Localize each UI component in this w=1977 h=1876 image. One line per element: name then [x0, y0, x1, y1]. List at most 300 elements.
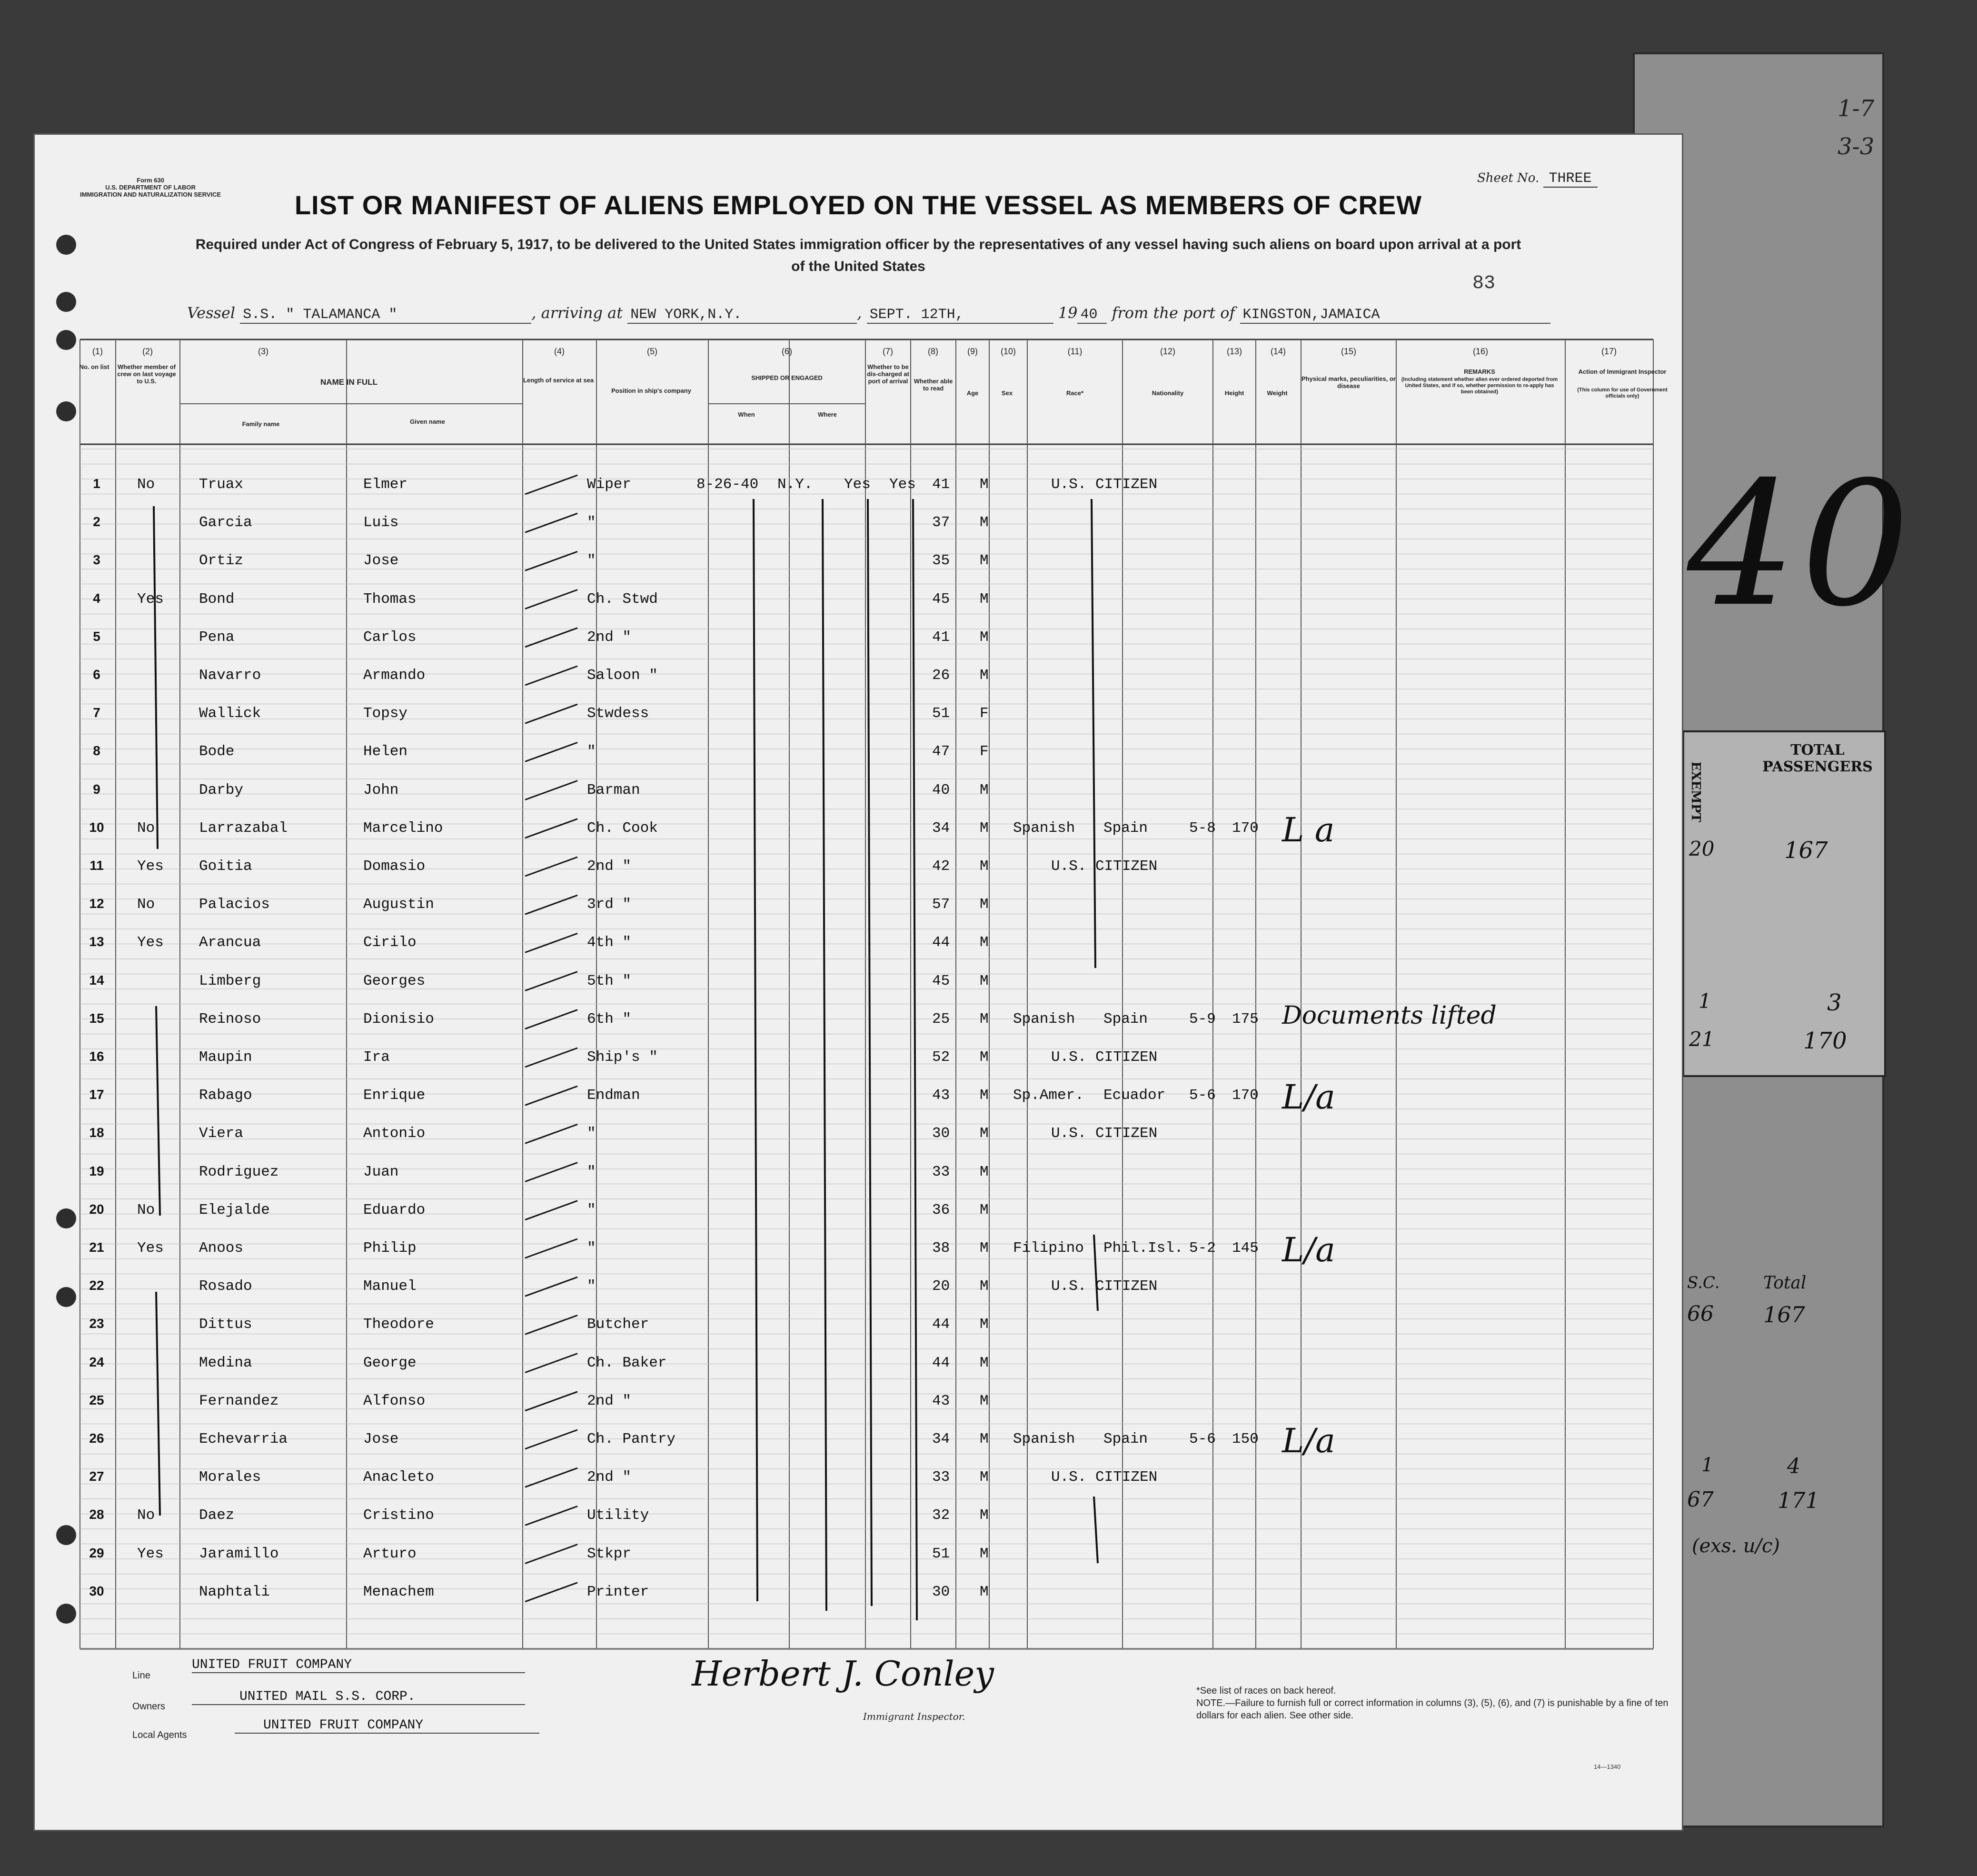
page-number: 83: [1472, 273, 1496, 294]
back-sc-label: S.C.: [1687, 1273, 1720, 1292]
back-sheet-totals-box: [1682, 730, 1886, 1077]
age: 37: [932, 514, 950, 531]
back-total-passengers-header: TOTAL PASSENGERS: [1762, 742, 1873, 775]
given-name: Antonio: [363, 1125, 426, 1142]
age: 51: [932, 705, 950, 722]
arrival-date: SEPT. 12TH,: [867, 307, 1053, 324]
back-total-4: 3: [1827, 989, 1842, 1016]
row-number: 1: [93, 476, 100, 491]
length-of-service-stroke: [525, 933, 577, 952]
height: 5-9: [1189, 1010, 1216, 1028]
sex: M: [980, 1392, 989, 1409]
physical-marks: L/a: [1282, 1421, 1335, 1460]
family-name: Garcia: [199, 514, 252, 531]
given-name: Philip: [363, 1240, 417, 1257]
sheet-label: Sheet No.: [1477, 171, 1540, 185]
row-number: 14: [89, 972, 104, 988]
family-name: Larrazabal: [199, 819, 288, 837]
ship-position: 2nd ": [587, 1469, 632, 1486]
age: 36: [932, 1201, 950, 1218]
ship-position: Wiper: [587, 476, 632, 493]
length-of-service-stroke: [525, 1430, 577, 1449]
row-number: 5: [93, 629, 100, 644]
arriving-label: arriving at: [541, 304, 623, 322]
column-number: (13): [1226, 347, 1242, 356]
sex: M: [980, 667, 989, 684]
sex: M: [980, 781, 989, 798]
member-last-voyage: No: [137, 1201, 155, 1218]
member-last-voyage: Yes: [137, 858, 164, 875]
row-number: 9: [93, 781, 100, 797]
back-lower-total-6: 171: [1778, 1487, 1819, 1513]
age: 34: [932, 819, 950, 837]
ship-position: ": [587, 1240, 596, 1257]
age: 44: [932, 1354, 950, 1371]
sex: M: [980, 896, 989, 913]
sex: M: [980, 1583, 989, 1600]
length-of-service-stroke: [525, 857, 577, 876]
row-number: 13: [89, 934, 104, 949]
inspector-label: Immigrant Inspector.: [863, 1711, 965, 1722]
physical-marks: L/a: [1282, 1230, 1335, 1269]
race: Sp.Amer.: [1013, 1087, 1084, 1104]
given-name: Luis: [363, 514, 399, 531]
ditto-mark-race: [1094, 1497, 1098, 1563]
age: 52: [932, 1049, 950, 1066]
header-discharged: Whether to be dis-charged at port of arrival: [867, 363, 909, 385]
length-of-service-stroke: [525, 1277, 577, 1296]
member-last-voyage: No: [137, 819, 155, 837]
length-of-service-stroke: [525, 475, 577, 494]
row-number: 10: [89, 819, 104, 835]
column-number: (1): [92, 347, 103, 356]
column-number: (15): [1341, 347, 1356, 356]
race: U.S. CITIZEN: [1051, 476, 1158, 493]
age: 38: [932, 1240, 950, 1257]
length-of-service-stroke: [525, 895, 577, 914]
header-given-name: Given name: [410, 418, 445, 425]
sex: M: [980, 590, 989, 608]
back-total-2: 167: [1784, 837, 1828, 864]
family-name: Elejalde: [199, 1201, 270, 1218]
ship-position: ": [587, 1163, 596, 1180]
length-of-service-stroke: [525, 1163, 577, 1182]
height: 5-2: [1189, 1240, 1216, 1257]
note-races: *See list of races on back hereof.: [1196, 1686, 1336, 1696]
header-where: Where: [818, 411, 837, 418]
nationality: Spain: [1103, 819, 1148, 837]
length-of-service-stroke: [525, 666, 577, 685]
given-name: Jose: [363, 1431, 399, 1447]
ship-position: Ship's ": [587, 1049, 658, 1066]
header-nationality: Nationality: [1152, 389, 1184, 397]
length-of-service-stroke: [525, 1392, 577, 1411]
able-to-read: Yes: [889, 476, 916, 493]
sex: M: [980, 476, 989, 493]
column-number: (12): [1160, 347, 1175, 356]
sex: M: [980, 819, 989, 837]
family-name: Dittus: [199, 1316, 252, 1333]
row-number: 28: [89, 1507, 104, 1522]
family-name: Rabago: [199, 1087, 252, 1104]
sex: M: [980, 1469, 989, 1486]
year-prefix: 19: [1058, 304, 1078, 322]
sex: F: [980, 705, 989, 722]
family-name: Medina: [199, 1354, 252, 1371]
agents-value: UNITED FRUIT COMPANY: [235, 1718, 539, 1734]
back-lower-total-5: 67: [1687, 1487, 1714, 1512]
sex: M: [980, 1507, 989, 1524]
sex: M: [980, 629, 989, 646]
column-number: (8): [928, 347, 938, 356]
row-number: 15: [89, 1010, 104, 1026]
age: 34: [932, 1431, 950, 1447]
given-name: Cirilo: [363, 934, 417, 951]
ship-position: ": [587, 552, 596, 569]
weight: 145: [1232, 1240, 1259, 1257]
family-name: Rodriguez: [199, 1163, 279, 1180]
given-name: Ira: [363, 1049, 390, 1066]
row-number: 27: [89, 1469, 104, 1484]
back-note: (exs. u/c): [1692, 1535, 1780, 1557]
height: 5-6: [1189, 1087, 1216, 1104]
back-total-label: Total: [1763, 1273, 1807, 1293]
sheet-value: THREE: [1543, 170, 1598, 188]
back-total-5: 21: [1689, 1028, 1715, 1051]
family-name: Navarro: [199, 667, 261, 684]
member-last-voyage: Yes: [137, 590, 164, 608]
family-name: Naphtali: [199, 1583, 270, 1600]
sex: M: [980, 1545, 989, 1562]
back-lower-total-2: 167: [1763, 1302, 1805, 1327]
height: 5-8: [1189, 819, 1216, 837]
header-whether-member: Whether member of crew on last voyage to U.S.: [117, 363, 176, 385]
column-number: (6): [782, 347, 792, 356]
given-name: Thomas: [363, 590, 417, 608]
discharged-status: Yes: [844, 476, 871, 493]
age: 40: [932, 781, 950, 798]
row-number: 23: [89, 1316, 104, 1331]
given-name: Juan: [363, 1163, 399, 1180]
member-last-voyage: Yes: [137, 1240, 164, 1257]
given-name: Augustin: [363, 896, 434, 913]
given-name: Dionisio: [363, 1010, 434, 1028]
race: U.S. CITIZEN: [1051, 1278, 1158, 1295]
sex: M: [980, 1087, 989, 1104]
given-name: Marcelino: [363, 819, 443, 837]
race: U.S. CITIZEN: [1051, 1125, 1158, 1142]
row-number: 6: [93, 667, 100, 682]
column-number: (14): [1270, 347, 1286, 356]
race: U.S. CITIZEN: [1051, 1469, 1158, 1486]
given-name: John: [363, 781, 399, 798]
header-race: Race*: [1066, 389, 1084, 397]
family-name: Daez: [199, 1507, 235, 1524]
family-name: Bode: [199, 743, 235, 760]
back-lower-total-3: 1: [1701, 1454, 1714, 1476]
age: 43: [932, 1392, 950, 1409]
column-number: (3): [258, 347, 268, 356]
ditto-mark-where: [823, 499, 826, 1611]
column-number: (7): [883, 347, 893, 356]
row-number: 2: [93, 514, 100, 529]
ship-position: Utility: [587, 1507, 649, 1524]
family-name: Viera: [199, 1125, 244, 1142]
family-name: Morales: [199, 1469, 261, 1486]
agents-label: Local Agents: [132, 1730, 187, 1740]
given-name: Helen: [363, 743, 408, 760]
age: 45: [932, 972, 950, 989]
header-length-of-service: Length of service at sea: [523, 377, 594, 384]
nationality: Phil.Isl.: [1103, 1240, 1183, 1257]
length-of-service-stroke: [525, 513, 577, 532]
ship-position: ": [587, 514, 596, 531]
nationality: Spain: [1103, 1431, 1148, 1447]
length-of-service-stroke: [525, 972, 577, 991]
given-name: Manuel: [363, 1278, 417, 1295]
sex: M: [980, 1163, 989, 1180]
shipped-where: N.Y.: [777, 476, 813, 493]
ship-position: 4th ": [587, 934, 632, 951]
sex: M: [980, 972, 989, 989]
back-total-6: 170: [1803, 1028, 1847, 1054]
given-name: Domasio: [363, 858, 426, 875]
given-name: Eduardo: [363, 1201, 426, 1218]
race: U.S. CITIZEN: [1051, 1049, 1158, 1066]
given-name: Georges: [363, 972, 426, 989]
sex: M: [980, 1431, 989, 1447]
row-number: 24: [89, 1354, 104, 1369]
corner-note-1: 1-7: [1838, 95, 1875, 122]
weight: 150: [1232, 1431, 1259, 1447]
header-remarks-note: (Including statement whether alien ever ordered deported from United States, and if so, whether permission to re-apply has been obtained): [1401, 377, 1558, 395]
race: Spanish: [1013, 1431, 1075, 1447]
ship-position: Ch. Baker: [587, 1354, 667, 1371]
department-name: U.S. DEPARTMENT OF LABOR: [105, 184, 196, 191]
row-number: 11: [89, 858, 104, 873]
back-lower-total-4: 4: [1787, 1454, 1800, 1478]
given-name: Enrique: [363, 1087, 426, 1104]
ditto-mark-member: [156, 1292, 160, 1516]
row-number: 4: [93, 590, 100, 606]
ship-position: Ch. Cook: [587, 819, 658, 837]
family-name: Anoos: [199, 1240, 244, 1257]
ship-position: ": [587, 1125, 596, 1142]
sex: M: [980, 934, 989, 951]
ditto-mark-read: [913, 499, 917, 1620]
row-number: 12: [89, 896, 104, 911]
ship-position: Ch. Stwd: [587, 590, 658, 608]
column-number: (2): [142, 347, 153, 356]
given-name: Menachem: [363, 1583, 434, 1600]
length-of-service-stroke: [525, 590, 577, 609]
length-of-service-stroke: [525, 1315, 577, 1334]
physical-marks: L a: [1282, 810, 1335, 849]
sex: M: [980, 1010, 989, 1028]
age: 41: [932, 629, 950, 646]
ditto-mark-race: [1092, 499, 1095, 968]
owners-label: Owners: [132, 1701, 165, 1712]
sex: M: [980, 1201, 989, 1218]
form-code: 14—1340: [1594, 1763, 1621, 1770]
family-name: Arancua: [199, 934, 261, 951]
given-name: Elmer: [363, 476, 408, 493]
header-able-to-read: Whether able to read: [914, 378, 953, 392]
ship-position: 2nd ": [587, 858, 632, 875]
age: 26: [932, 667, 950, 684]
line-label: Line: [132, 1670, 150, 1681]
given-name: Carlos: [363, 629, 417, 646]
corner-note-2: 3-3: [1838, 133, 1875, 160]
sex: M: [980, 1125, 989, 1142]
header-height: Height: [1224, 389, 1244, 397]
row-number: 19: [89, 1163, 104, 1178]
back-lower-total-1: 66: [1687, 1302, 1714, 1326]
ship-position: 2nd ": [587, 1392, 632, 1409]
height: 5-6: [1189, 1431, 1216, 1447]
row-number: 22: [89, 1278, 104, 1293]
inspector-signature: Herbert J. Conley: [692, 1654, 994, 1694]
physical-marks: Documents lifted: [1282, 1001, 1497, 1030]
length-of-service-stroke: [525, 1583, 577, 1602]
age: 47: [932, 743, 950, 760]
given-name: George: [363, 1354, 417, 1371]
member-last-voyage: No: [137, 896, 155, 913]
ship-position: Endman: [587, 1087, 640, 1104]
row-number: 8: [93, 743, 100, 758]
family-name: Reinoso: [199, 1010, 261, 1028]
header-physical-marks: Physical marks, peculiarities, or disease: [1301, 375, 1396, 389]
sex: M: [980, 1049, 989, 1066]
race: Filipino: [1013, 1240, 1084, 1257]
family-name: Echevarria: [199, 1431, 288, 1447]
header-position: Position in ship's company: [611, 387, 691, 394]
family-name: Darby: [199, 781, 244, 798]
column-number: (5): [647, 347, 657, 356]
age: 44: [932, 1316, 950, 1333]
departure-port: KINGSTON,JAMAICA: [1240, 307, 1550, 324]
member-last-voyage: Yes: [137, 1545, 164, 1562]
family-name: Rosado: [199, 1278, 252, 1295]
row-number: 29: [89, 1545, 104, 1560]
length-of-service-stroke: [525, 1468, 577, 1487]
sex: M: [980, 1354, 989, 1371]
back-total-3: 1: [1699, 989, 1711, 1013]
service-name: IMMIGRATION AND NATURALIZATION SERVICE: [80, 191, 221, 198]
family-name: Ortiz: [199, 552, 244, 569]
family-name: Palacios: [199, 896, 270, 913]
ship-position: 3rd ": [587, 896, 632, 913]
age: 32: [932, 1507, 950, 1524]
arrival-port: NEW YORK,N.Y.: [627, 307, 857, 324]
ditto-mark-discharged: [868, 499, 872, 1606]
race: Spanish: [1013, 819, 1075, 837]
given-name: Cristino: [363, 1507, 434, 1524]
header-family-name: Family name: [242, 420, 280, 428]
header-action: Action of Immigrant Inspector: [1578, 368, 1667, 375]
ship-position: Butcher: [587, 1316, 649, 1333]
length-of-service-stroke: [525, 1354, 577, 1373]
sex: M: [980, 858, 989, 875]
vessel-name: S.S. " TALAMANCA ": [240, 307, 531, 324]
nationality: Spain: [1103, 1010, 1148, 1028]
age: 30: [932, 1583, 950, 1600]
length-of-service-stroke: [525, 1010, 577, 1029]
vessel-line: Vessel S.S. " TALAMANCA " , arriving at NEW YORK,N.Y. , SEPT. 12TH, 19 40 from the port of KINGSTON,JAMAICA: [187, 304, 1550, 324]
length-of-service-stroke: [525, 1201, 577, 1220]
column-number: (10): [1000, 347, 1016, 356]
header-weight: Weight: [1267, 389, 1288, 397]
family-name: Pena: [199, 629, 235, 646]
ship-position: 5th ": [587, 972, 632, 989]
column-number: (17): [1601, 347, 1617, 356]
sex: F: [980, 743, 989, 760]
length-of-service-stroke: [525, 551, 577, 570]
age: 41: [932, 476, 950, 493]
from-port-label: from the port of: [1112, 304, 1235, 322]
length-of-service-stroke: [525, 1086, 577, 1105]
length-of-service-stroke: [525, 1239, 577, 1258]
header-shipped-or-engaged: SHIPPED OR ENGAGED: [751, 374, 823, 381]
page-title: LIST OR MANIFEST OF ALIENS EMPLOYED ON THE VESSEL AS MEMBERS OF CREW: [294, 190, 1422, 220]
given-name: Arturo: [363, 1545, 417, 1562]
age: 44: [932, 934, 950, 951]
vessel-label: Vessel: [187, 304, 236, 322]
age: 43: [932, 1087, 950, 1104]
row-number: 16: [89, 1049, 104, 1064]
row-number: 21: [89, 1240, 104, 1255]
header-sex: Sex: [1001, 389, 1013, 397]
length-of-service-stroke: [525, 1545, 577, 1564]
footnotes: [1196, 1685, 1672, 1722]
header-action-note: (This column for use of Government officials only): [1577, 387, 1668, 399]
length-of-service-stroke: [525, 1506, 577, 1525]
member-last-voyage: No: [137, 476, 155, 493]
line-value: UNITED FRUIT COMPANY: [192, 1657, 525, 1673]
weight: 170: [1232, 819, 1259, 837]
given-name: Alfonso: [363, 1392, 426, 1409]
length-of-service-stroke: [525, 781, 577, 800]
age: 25: [932, 1010, 950, 1028]
age: 51: [932, 1545, 950, 1562]
row-number: 20: [89, 1201, 104, 1217]
ship-position: 6th ": [587, 1010, 632, 1028]
ditto-mark-when: [754, 499, 757, 1601]
age: 33: [932, 1469, 950, 1486]
ship-position: Barman: [587, 781, 640, 798]
family-name: Fernandez: [199, 1392, 279, 1409]
age: 42: [932, 858, 950, 875]
member-last-voyage: No: [137, 1507, 155, 1524]
age: 45: [932, 590, 950, 608]
family-name: Maupin: [199, 1049, 252, 1066]
age: 30: [932, 1125, 950, 1142]
column-number: (11): [1067, 347, 1083, 356]
family-name: Jaramillo: [199, 1545, 279, 1562]
form-number: Form 630: [137, 177, 164, 184]
back-exempt-header: EXEMPT: [1688, 761, 1703, 822]
given-name: Anacleto: [363, 1469, 434, 1486]
year-suffix: 40: [1077, 307, 1107, 324]
back-total-1: 20: [1689, 837, 1715, 860]
sex: M: [980, 1278, 989, 1295]
ship-position: Stwdess: [587, 705, 649, 722]
ship-position: 2nd ": [587, 629, 632, 646]
ditto-mark-race: [1094, 1235, 1098, 1311]
header-name-in-full: NAME IN FULL: [320, 378, 378, 387]
length-of-service-stroke: [525, 704, 577, 723]
back-sheet-handwriting: 40: [1687, 445, 1915, 644]
